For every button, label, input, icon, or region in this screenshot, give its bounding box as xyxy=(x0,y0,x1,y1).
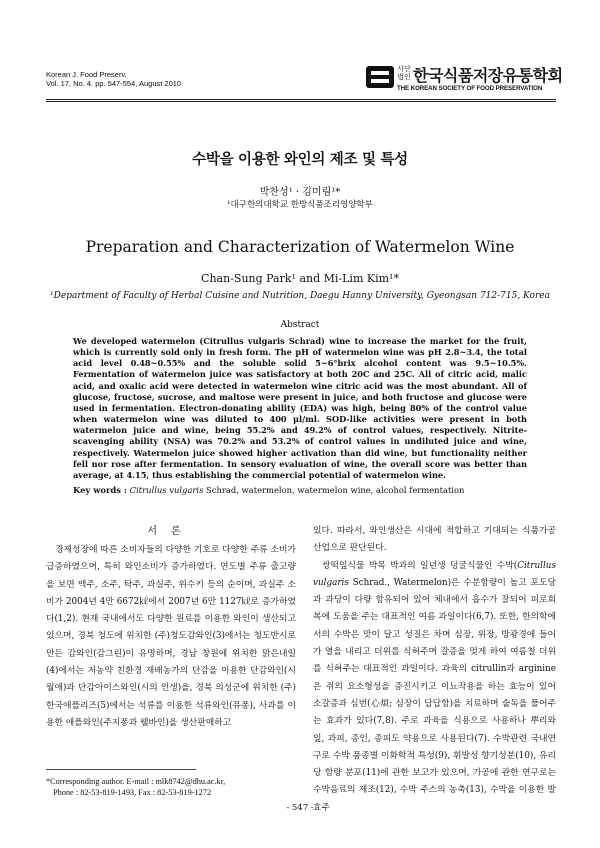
korean-affiliation: ¹대구한의대학교 한방식품조리영양학부 xyxy=(227,200,373,210)
logo-english-name: THE KOREAN SOCIETY OF FOOD PRESERVATION xyxy=(397,85,543,92)
korean-authors: 박찬성¹ · 김미림¹* xyxy=(259,187,341,198)
intro-paragraph-1: 경제성장에 따른 소비자들의 다양한 기호로 다양한 주류 소비가 급증하였으며, 특히 와인소비가 증가하였다. 연도별 주류 출고량을 보면 맥주, 소주, 탁주, 과실주, 위수키 등의 순이며, 과실주 소비가 2004년 4만 6672㎘에서 2007년 6만 1127㎘로 증가하였다(1,2). 현재 국내에서도 다양한 원료를 이용한 와인이 생산되고 있으며, 경북 청도에 위치한 (주)청도감와인(3)에서는 청도반시로 만든 감와인(감그린)이 유명하며, 경남 창원에 위치한 맑은내일(4)에서는 저농약 친환경 재배농가의 단감을 이용한 단감와인(시월애)과 단감아이스와인(시의 인생)을, 경북 의성군에 위치한 (주)한국애플리즈(5)에서는 석류를 이용한 석류와인(뮤퐁), 사과를 이용한 애플와인(주지퐁과 웰바인)을 생산판매하고 xyxy=(46,545,296,728)
left-column xyxy=(46,542,296,732)
footnote-phone: Phone : 82-53-819-1493, Fax : 82-53-819-1272 xyxy=(53,788,212,797)
abstract-heading: Abstract xyxy=(280,320,320,330)
header-divider xyxy=(46,99,556,100)
intro-paragraph-2: 있다. 따라서, 와인생산은 시대에 적합하고 기대되는 식품가공산업으로 판단된다. xyxy=(313,526,556,554)
keywords-label: Key words : xyxy=(73,485,127,495)
journal-name: Korean J. Food Preserv. xyxy=(46,70,127,79)
species-name: Citrullus vulgaris xyxy=(313,560,556,588)
logo-corporation-label: 사단 법인 xyxy=(397,66,411,81)
logo-korean-name: 한국식품저장유통학회 xyxy=(413,66,563,85)
paragraph-text-rest: Schrad., Watermelon)은 수분함량이 높고 포도당과 과당이 다량 함유되어 있어 체내에서 흡수가 잘되어 피로회복에 도움을 주는 대표적인 여름 과일이다(6,7). 또한, 한의학에서의 수박은 맛이 달고 성질은 차며 심장, 위장, 방광경에 들어가 열을 내리고 더위를 식혀주며 갈증을 멎게 하여 여름철 더위를 식혀주는 대표적인 과일이다. 과육의 citrullin과 arginine은 쥐의 요소형성을 증진시키고 이뇨작용을 하는 효능이 있어 소갈증과 심번(心煩; 심장이 답답함)을 치료하며 술독을 풀어주는 효과가 있다(7,8). 주로 과육을 식용으로 사용하나 뿌리와 잎, 과피, 종인, 종피도 약용으로 사용된다(7). 수박관련 국내연구로 수박 품종별 이화학적 특성(9), 휘발성 향기성분(10), 유리당 함량 분포(11)에 관한 보고가 있으며, 가공에 관한 연구로는 수박음료의 제조(12), 수박 주스의 농축(13), 수박을 이용한 발효주 xyxy=(313,577,556,813)
footnote-email: *Corresponding author. E-mail : mlk8742@dhu.ac.kr, xyxy=(46,777,226,786)
english-affiliation: ¹Department of Faculty of Herbal Cuisine and Nutrition, Daegu Hanny University, Gyeongsan 712-715, Korea xyxy=(50,291,550,301)
abstract-text: We developed watermelon (Citrullus vulgaris Schrad) wine to increase the market for the fruit, which is currently sold only in fresh form. The pH of watermelon wine was pH 2.8~3.4, the total acid level 0.48~0.55% and the soluble solid 5~6°brix alcohol content was 9.5~10.5%. Fermentation of watermelon juice was satisfactory at both 20C and 25C. All of citric acid, malic acid, and oxalic acid were detected in watermelon wine citric acid was the most abundant. All of glucose, fructose, sucrose, and maltose were present in juice, and both fructose and glucose were used in fermentation. Electron-donating ability (EDA) was high, being 80% of the control value when watermelon wine was diluted to 400 μl/ml. SOD-like activities were present in both watermelon juice and wine, being 55.2% and 49.2% of control values, respectively. Nitrite-scavenging ability (NSA) was 70.2% and 53.2% of control values in undiluted juice and wine, respectively. Watermelon juice showed higher activation than did wine, but functionality neither fell nor rose after fermentation. In sensory evaluation of wine, the overall score was better than average, at 4.15, thus establishing the commercial potential of watermelon wine. xyxy=(73,336,527,480)
section-heading-introduction: 서론 xyxy=(147,526,195,537)
header-divider-thin xyxy=(46,101,556,102)
keywords-species: Citrullus vulgaris xyxy=(129,485,204,495)
english-title: Preparation and Characterization of Watermelon Wine xyxy=(85,238,515,256)
keywords xyxy=(73,485,464,495)
page-number: - 547 - xyxy=(286,803,314,813)
society-logo xyxy=(366,63,563,97)
keywords-list: Schrad, watermelon, watermelon wine, alcohol fermentation xyxy=(203,485,465,495)
right-column xyxy=(313,523,556,817)
korean-title: 수박을 이용한 와인의 제조 및 특성 xyxy=(192,152,408,168)
paragraph-text-start: 쌍떡잎식물 박목 박과의 일년생 덩굴식물인 수박( xyxy=(322,560,518,571)
corresponding-author-footnote xyxy=(46,776,225,798)
intro-paragraph-3 xyxy=(313,558,556,817)
society-emblem-icon xyxy=(366,66,394,88)
journal-volume: Vol. 17, No. 4. pp. 547-554, August 2010 xyxy=(46,79,182,88)
english-authors: Chan-Sung Park¹ and Mi-Lim Kim¹* xyxy=(201,272,399,285)
footnote-divider xyxy=(46,769,196,770)
journal-citation xyxy=(46,70,181,88)
